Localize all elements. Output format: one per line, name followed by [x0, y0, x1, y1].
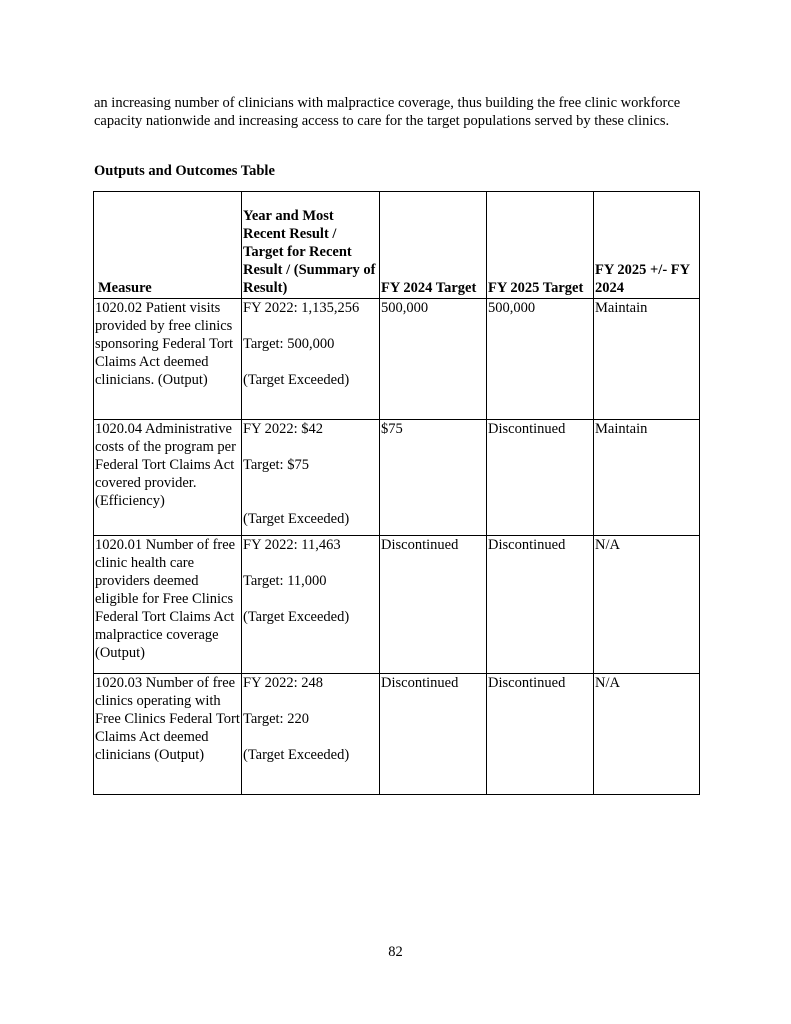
result-cell — [242, 299, 380, 420]
result-value: FY 2022: 1,135,256 — [243, 300, 360, 316]
table-row — [94, 536, 700, 674]
result-target: Target: 11,000 — [243, 573, 327, 589]
table-header-row — [94, 192, 700, 299]
fy2025-cell: Discontinued — [487, 674, 594, 795]
change-cell: Maintain — [594, 420, 700, 536]
measure-cell: 1020.02 Patient visits provided by free clinics sponsoring Federal Tort Claims Act deemed clinicians. (Output) — [94, 299, 242, 420]
intro-paragraph: an increasing number of clinicians with malpractice coverage, thus building the free clinic workforce capacity nationwide and increasing access to care for the target populations served by these clinics. — [94, 95, 681, 129]
outputs-outcomes-table — [93, 191, 700, 795]
change-cell: N/A — [594, 536, 700, 674]
fy2024-cell: $75 — [380, 420, 487, 536]
header-measure: Measure — [94, 192, 242, 299]
measure-cell: 1020.04 Administrative costs of the program per Federal Tort Claims Act covered provider. (Efficiency) — [94, 420, 242, 536]
page-number: 82 — [388, 944, 403, 960]
fy2025-cell: Discontinued — [487, 420, 594, 536]
result-value: FY 2022: 11,463 — [243, 537, 341, 553]
fy2024-cell: Discontinued — [380, 536, 487, 674]
fy2024-cell: 500,000 — [380, 299, 487, 420]
result-target: Target: 500,000 — [243, 336, 335, 352]
header-fy2025-target: FY 2025 Target — [487, 192, 594, 299]
fy2025-cell: 500,000 — [487, 299, 594, 420]
result-cell — [242, 674, 380, 795]
change-cell: Maintain — [594, 299, 700, 420]
result-summary: (Target Exceeded) — [243, 372, 350, 388]
result-value: FY 2022: 248 — [243, 675, 324, 691]
header-fy2024-target: FY 2024 Target — [380, 192, 487, 299]
fy2024-cell: Discontinued — [380, 674, 487, 795]
header-recent-result: Year and Most Recent Result / Target for Recent Result / (Summary of Result) — [242, 192, 380, 299]
table-row — [94, 420, 700, 536]
section-title: Outputs and Outcomes Table — [94, 163, 275, 179]
header-fy2025-vs-fy2024: FY 2025 +/- FY 2024 — [594, 192, 700, 299]
result-target: Target: 220 — [243, 711, 309, 727]
fy2025-cell: Discontinued — [487, 536, 594, 674]
table-row — [94, 674, 700, 795]
result-cell — [242, 420, 380, 536]
result-summary: (Target Exceeded) — [243, 747, 350, 763]
measure-cell: 1020.03 Number of free clinics operating with Free Clinics Federal Tort Claims Act deemed clinicians (Output) — [94, 674, 242, 795]
result-summary: (Target Exceeded) — [243, 511, 350, 527]
result-value: FY 2022: $42 — [243, 421, 324, 437]
result-target: Target: $75 — [243, 457, 309, 473]
result-summary: (Target Exceeded) — [243, 609, 350, 625]
result-cell — [242, 536, 380, 674]
table-row — [94, 299, 700, 420]
measure-cell: 1020.01 Number of free clinic health care providers deemed eligible for Free Clinics Federal Tort Claims Act malpractice coverage (Output) — [94, 536, 242, 674]
change-cell: N/A — [594, 674, 700, 795]
